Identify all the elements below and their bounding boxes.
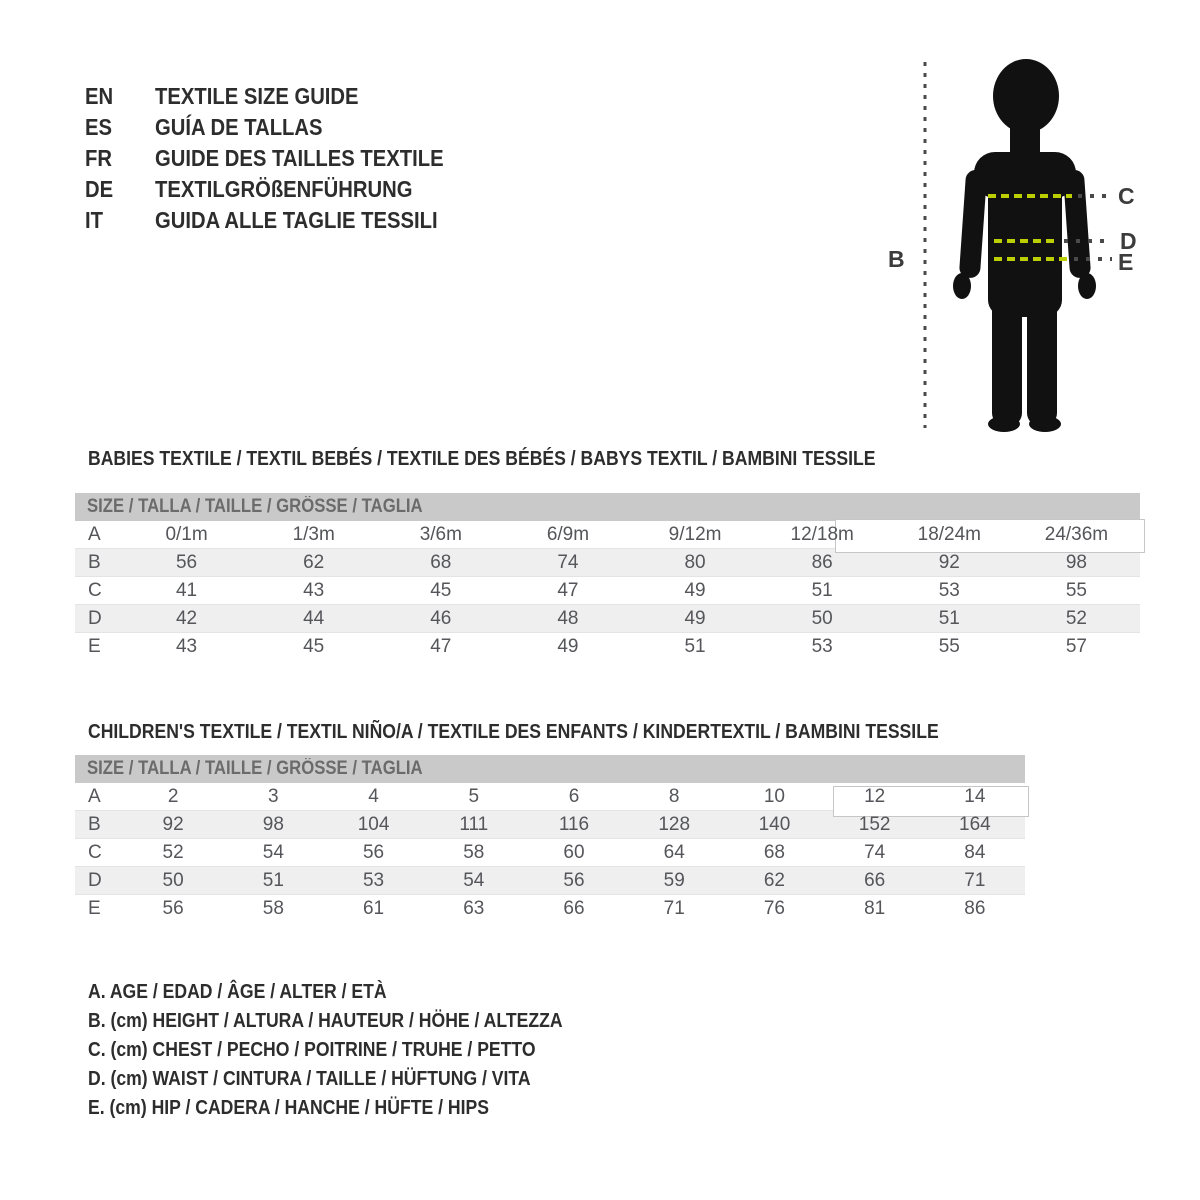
row-label: C <box>88 579 102 601</box>
table-cell: 55 <box>938 636 960 657</box>
table-cell: 62 <box>303 551 325 573</box>
babies-size-table <box>75 493 1140 661</box>
table-cell: 50 <box>811 607 833 629</box>
children-size-table <box>75 755 1025 923</box>
table-cell: 53 <box>362 869 385 891</box>
table-cell: 58 <box>262 898 284 919</box>
table-cell: 63 <box>463 898 485 919</box>
table-cell: 45 <box>430 579 452 601</box>
legend-item: B. (cm) HEIGHT / ALTURA / HAUTEUR / HÖHE / ALTEZZA <box>88 1010 563 1032</box>
table-cell: 61 <box>362 898 385 919</box>
table-cell: 2 <box>167 785 179 807</box>
row-cells <box>123 811 1025 838</box>
row-label: A <box>88 785 101 807</box>
children-table-body <box>75 783 1025 923</box>
table-cell: 50 <box>162 869 184 891</box>
table-cell: 71 <box>964 869 986 891</box>
table-row <box>75 521 1140 549</box>
language-title-block <box>85 81 483 236</box>
row-label: B <box>88 813 101 835</box>
row-cells <box>123 549 1140 576</box>
row-cells <box>123 577 1140 604</box>
table-cell: 9/12m <box>668 523 722 545</box>
language-row <box>85 174 483 205</box>
language-title: TEXTILGRÖßENFÜHRUNG <box>155 176 413 202</box>
table-cell: 55 <box>1065 579 1087 601</box>
babies-heading-text: BABIES TEXTILE / TEXTIL BEBÉS / TEXTILE DES BÉBÉS / BABYS TEXTIL / BAMBINI TESSILE <box>88 448 876 470</box>
table-cell: 116 <box>558 813 590 835</box>
row-cells <box>123 633 1140 661</box>
table-cell: 47 <box>557 579 579 601</box>
row-label: D <box>88 869 102 891</box>
row-cells <box>123 605 1140 632</box>
table-cell: 24/36m <box>1044 523 1109 545</box>
table-cell: 60 <box>563 841 585 863</box>
legend-item: E. (cm) HIP / CADERA / HANCHE / HÜFTE / HIPS <box>88 1097 489 1119</box>
table-cell: 42 <box>175 607 198 629</box>
table-row <box>75 839 1025 867</box>
table-cell: 152 <box>858 813 891 835</box>
table-cell: 49 <box>557 636 579 657</box>
row-cells <box>123 521 1140 548</box>
language-row <box>85 143 483 174</box>
measurement-legend <box>88 978 627 1123</box>
language-code: FR <box>85 145 112 171</box>
row-cells <box>123 867 1025 894</box>
language-code: EN <box>85 83 114 109</box>
children-heading-text: CHILDREN'S TEXTILE / TEXTIL NIÑO/A / TEXTILE DES ENFANTS / KINDERTEXTIL / BAMBINI TESSILE <box>88 721 939 743</box>
table-cell: 49 <box>684 607 706 629</box>
table-cell: 8 <box>668 785 680 807</box>
table-cell: 51 <box>262 869 284 891</box>
table-cell: 41 <box>175 579 198 601</box>
table-cell: 62 <box>763 869 785 891</box>
table-cell: 12 <box>864 785 886 807</box>
table-cell: 51 <box>811 579 833 601</box>
table-cell: 3/6m <box>419 523 462 545</box>
table-cell: 66 <box>864 869 886 891</box>
table-cell: 54 <box>262 841 284 863</box>
table-cell: 5 <box>468 785 480 807</box>
table-cell: 84 <box>964 841 986 863</box>
table-cell: 43 <box>175 636 198 657</box>
table-cell: 48 <box>557 607 579 629</box>
language-row <box>85 112 483 143</box>
table-cell: 51 <box>684 636 706 657</box>
table-row <box>75 811 1025 839</box>
table-cell: 3 <box>268 785 279 807</box>
table-row <box>75 783 1025 811</box>
table-cell: 18/24m <box>917 523 981 545</box>
table-cell: 44 <box>303 607 325 629</box>
table-cell: 68 <box>763 841 785 863</box>
legend-item: A. AGE / EDAD / ÂGE / ALTER / ETÀ <box>88 981 387 1003</box>
babies-table-header <box>75 493 1140 521</box>
row-label: D <box>88 607 102 629</box>
hip-label: E <box>1118 249 1134 275</box>
table-cell: 104 <box>357 813 390 835</box>
table-cell: 98 <box>262 813 284 835</box>
legend-item: D. (cm) WAIST / CINTURA / TAILLE / HÜFTUNG / VITA <box>88 1068 531 1090</box>
table-cell: 71 <box>663 898 685 919</box>
table-cell: 0/1m <box>165 523 208 545</box>
language-title: GUÍA DE TALLAS <box>155 114 323 140</box>
row-label: A <box>88 523 101 545</box>
children-table-header-text: SIZE / TALLA / TAILLE / GRÖSSE / TAGLIA <box>87 758 423 779</box>
language-code: IT <box>85 207 103 233</box>
table-cell: 57 <box>1065 636 1087 657</box>
row-label: E <box>88 898 101 919</box>
table-cell: 45 <box>303 636 325 657</box>
table-row <box>75 577 1140 605</box>
row-cells <box>123 783 1025 810</box>
babies-section-heading <box>88 448 983 471</box>
children-table-header <box>75 755 1025 783</box>
table-cell: 56 <box>563 869 585 891</box>
table-cell: 43 <box>303 579 325 601</box>
table-cell: 56 <box>175 551 198 573</box>
table-cell: 6/9m <box>546 523 590 545</box>
table-cell: 56 <box>362 841 385 863</box>
child-silhouette <box>953 59 1096 432</box>
table-cell: 86 <box>964 898 986 919</box>
table-cell: 81 <box>864 898 886 919</box>
table-row <box>75 867 1025 895</box>
table-cell: 10 <box>763 785 785 807</box>
row-label: C <box>88 841 102 863</box>
table-cell: 4 <box>368 785 379 807</box>
table-cell: 52 <box>162 841 184 863</box>
table-cell: 56 <box>162 898 184 919</box>
table-cell: 76 <box>763 898 785 919</box>
language-title: GUIDA ALLE TAGLIE TESSILI <box>155 207 438 233</box>
table-cell: 92 <box>162 813 184 835</box>
table-row <box>75 633 1140 661</box>
height-label: B <box>888 246 905 272</box>
table-cell: 86 <box>811 551 833 573</box>
table-cell: 128 <box>658 813 691 835</box>
children-section-heading <box>88 721 1055 744</box>
row-label: E <box>88 636 101 657</box>
table-cell: 46 <box>430 607 452 629</box>
table-row <box>75 605 1140 633</box>
language-code: DE <box>85 176 114 202</box>
table-row <box>75 549 1140 577</box>
row-cells <box>123 895 1025 923</box>
table-cell: 54 <box>463 869 485 891</box>
table-cell: 111 <box>459 813 489 835</box>
language-row <box>85 81 483 112</box>
table-cell: 53 <box>811 636 833 657</box>
table-cell: 1/3m <box>292 523 335 545</box>
language-row <box>85 205 483 236</box>
table-cell: 6 <box>568 785 580 807</box>
table-cell: 47 <box>430 636 452 657</box>
table-cell: 58 <box>463 841 485 863</box>
table-cell: 51 <box>938 607 960 629</box>
babies-table-header-text: SIZE / TALLA / TAILLE / GRÖSSE / TAGLIA <box>87 496 423 517</box>
table-cell: 68 <box>430 551 452 573</box>
babies-table-body <box>75 521 1140 661</box>
row-label: B <box>88 551 101 573</box>
table-row <box>75 895 1025 923</box>
table-cell: 74 <box>864 841 886 863</box>
chest-label: C <box>1118 183 1135 209</box>
table-cell: 53 <box>938 579 960 601</box>
table-cell: 52 <box>1065 607 1087 629</box>
language-code: ES <box>85 114 113 140</box>
table-cell: 92 <box>938 551 960 573</box>
table-cell: 164 <box>959 813 991 835</box>
row-cells <box>123 839 1025 866</box>
table-cell: 66 <box>563 898 585 919</box>
language-title: TEXTILE SIZE GUIDE <box>155 83 359 109</box>
table-cell: 140 <box>758 813 791 835</box>
table-cell: 49 <box>684 579 706 601</box>
language-title: GUIDE DES TAILLES TEXTILE <box>155 145 444 171</box>
table-cell: 59 <box>663 869 685 891</box>
table-cell: 80 <box>684 551 706 573</box>
table-cell: 14 <box>964 785 986 807</box>
table-cell: 64 <box>663 841 685 863</box>
table-cell: 12/18m <box>790 523 854 545</box>
table-cell: 74 <box>557 551 579 573</box>
legend-item: C. (cm) CHEST / PECHO / POITRINE / TRUHE / PETTO <box>88 1039 536 1061</box>
waist-label: D <box>1120 228 1137 254</box>
table-cell: 98 <box>1065 551 1087 573</box>
